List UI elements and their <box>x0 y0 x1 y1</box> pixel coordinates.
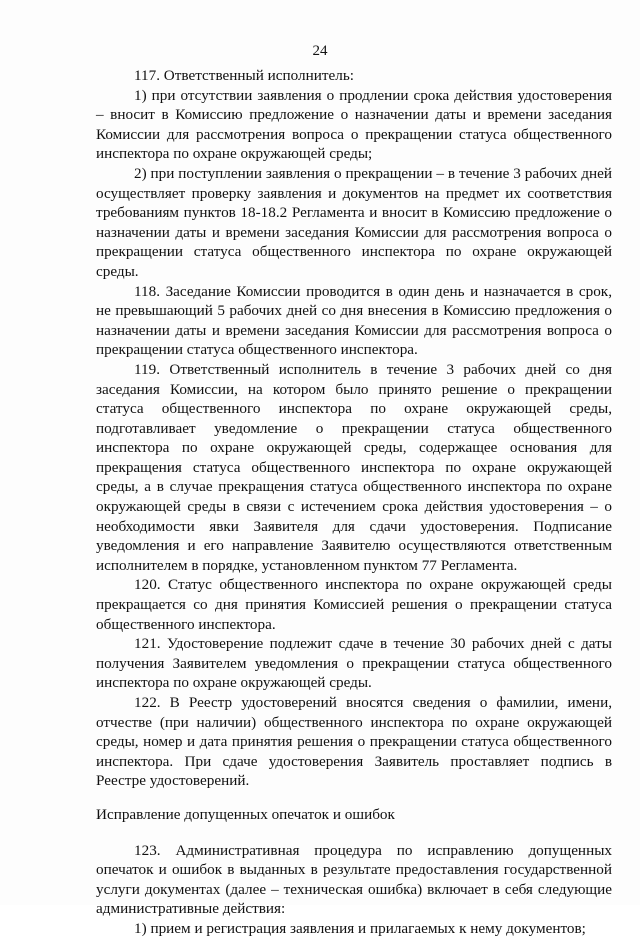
paragraph-117-item-1: 1) при отсутствии заявления о продлении срока действия удостоверения – вносит в Комиссию предложение о назначении даты и времени заседания Комиссии для рассмотрения вопроса о прекращении статуса общественного инспектора по охране окружающей среды; <box>96 86 612 163</box>
paragraph-118: 118. Заседание Комиссии проводится в один день и назначается в срок, не превышающий 5 рабочих дней со дня внесения в Комиссию предложения о назначении даты и времени заседания Комиссии для рассмотрения вопроса о прекращении статуса общественного инспектора. <box>96 282 612 359</box>
page-number: 24 <box>312 43 328 59</box>
paragraph-120: 120. Статус общественного инспектора по охране окружающей среды прекращается со дня принятия Комиссией решения о прекращении статуса общественного инспектора. <box>96 576 612 633</box>
paragraph-121: 121. Удостоверение подлежит сдаче в течение 30 рабочих дней с даты получения Заявителем уведомления о прекращении статуса общественного инспектора по охране окружающей среды. <box>96 635 612 692</box>
paragraph-123-item-1: 1) прием и регистрация заявления и прилагаемых к нему документов; <box>134 919 586 937</box>
paragraph-117-item-2: 2) при поступлении заявления о прекращении – в течение 3 рабочих дней осуществляет проверку заявления и документов на предмет их соответствия требованиям пунктов 18-18.2 Регламента и вносит в Комиссию предложение о назначении даты и времени заседания Комиссии для рассмотрения вопроса о прекращении статуса общественного инспектора по охране окружающей среды. <box>96 164 612 280</box>
paragraph-123: 123. Административная процедура по исправлению допущенных опечаток и ошибок в выданных в результате предоставления государственной услуги документах (далее – техническая ошибка) включает в себя следующие административные действия: <box>96 841 612 918</box>
document-body <box>96 66 612 939</box>
paragraph-119: 119. Ответственный исполнитель в течение 3 рабочих дней со дня заседания Комиссии, на котором было принято решение о прекращении статуса общественного инспектора по охране окружающей среды, подготавливает уведомление о прекращении статуса общественного инспектора по охране окружающей среды, содержащее основания для прекращения статуса общественного инспектора по охране окружающей среды, а в случае прекращения статуса общественного инспектора по охране окружающей среды в связи с истечением срока действия удостоверения – о необходимости явки Заявителя для сдачи удостоверения. Подписание уведомления и его направление Заявителю осуществляются ответственным исполнителем в порядке, установленном пунктом 77 Регламента. <box>96 360 612 574</box>
paragraph-122: 122. В Реестр удостоверений вносятся сведения о фамилии, имени, отчестве (при наличии) общественного инспектора по охране окружающей среды, номер и дата принятия решения о прекращении статуса общественного инспектора. При сдаче удостоверения Заявитель проставляет подпись в Реестре удостоверений. <box>96 694 612 790</box>
paragraph-117: 117. Ответственный исполнитель: <box>134 67 354 84</box>
section-heading: Исправление допущенных опечаток и ошибок <box>96 805 395 823</box>
